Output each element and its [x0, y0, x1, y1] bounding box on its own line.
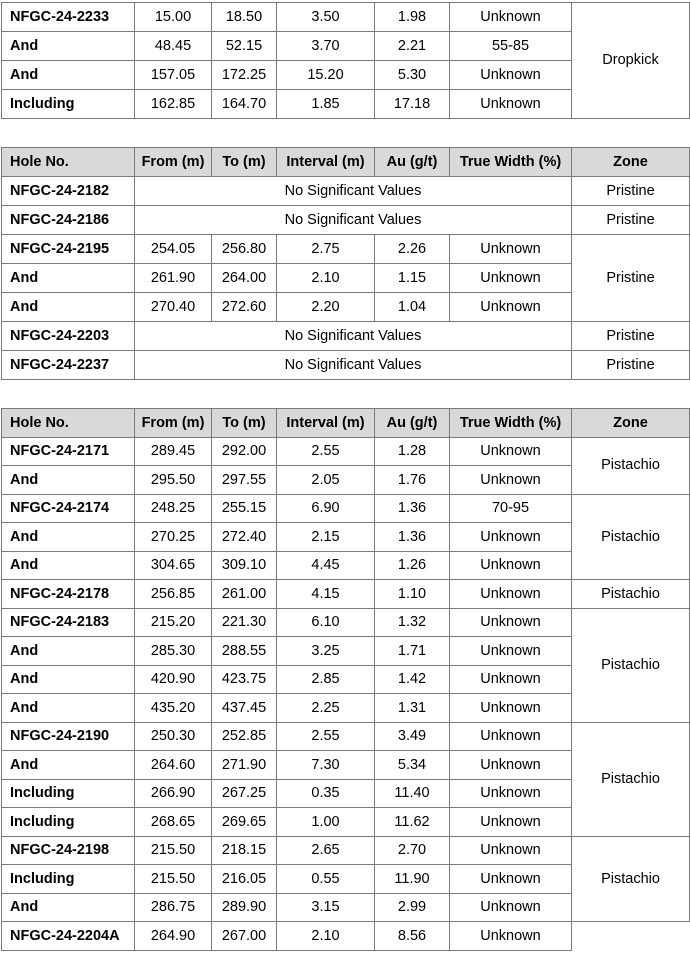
true-width-cell: Unknown	[450, 61, 572, 90]
true-width-cell: 70-95	[450, 494, 572, 523]
hole-cell: NFGC-24-2182	[2, 177, 135, 206]
true-width-cell: 55-85	[450, 32, 572, 61]
from-cell: 286.75	[135, 893, 212, 922]
column-header: Interval (m)	[277, 409, 375, 438]
interval-cell: 0.55	[277, 865, 375, 894]
to-cell: 256.80	[212, 235, 277, 264]
to-cell: 221.30	[212, 608, 277, 637]
interval-cell: 3.70	[277, 32, 375, 61]
column-header: True Width (%)	[450, 409, 572, 438]
no-significant-values-cell: No Significant Values	[135, 322, 572, 351]
zone-cell: Pristine	[572, 322, 690, 351]
au-cell: 17.18	[375, 90, 450, 119]
table-row	[2, 608, 690, 637]
drill-results-table-dropkick	[1, 2, 690, 119]
interval-cell: 15.20	[277, 61, 375, 90]
hole-cell: NFGC-24-2203	[2, 322, 135, 351]
true-width-cell: Unknown	[450, 694, 572, 723]
au-cell: 1.42	[375, 665, 450, 694]
true-width-cell: Unknown	[450, 922, 572, 951]
true-width-cell: Unknown	[450, 808, 572, 837]
interval-cell: 3.25	[277, 637, 375, 666]
column-header: Zone	[572, 409, 690, 438]
interval-cell: 2.55	[277, 437, 375, 466]
hole-cell: NFGC-24-2186	[2, 206, 135, 235]
au-cell: 2.99	[375, 893, 450, 922]
true-width-cell: Unknown	[450, 665, 572, 694]
to-cell: 267.00	[212, 922, 277, 951]
true-width-cell: Unknown	[450, 264, 572, 293]
au-cell: 1.36	[375, 494, 450, 523]
table-row	[2, 3, 690, 32]
column-header: To (m)	[212, 409, 277, 438]
hole-cell: Including	[2, 779, 135, 808]
au-cell: 11.90	[375, 865, 450, 894]
true-width-cell: Unknown	[450, 779, 572, 808]
from-cell: 215.50	[135, 836, 212, 865]
interval-cell: 2.05	[277, 466, 375, 495]
zone-cell: Pristine	[572, 206, 690, 235]
au-cell: 1.28	[375, 437, 450, 466]
hole-cell: Including	[2, 808, 135, 837]
hole-cell: NFGC-24-2237	[2, 351, 135, 380]
to-cell: 269.65	[212, 808, 277, 837]
table-row	[2, 235, 690, 264]
hole-cell: NFGC-24-2190	[2, 722, 135, 751]
interval-cell: 2.65	[277, 836, 375, 865]
hole-cell: NFGC-24-2233	[2, 3, 135, 32]
interval-cell: 2.10	[277, 264, 375, 293]
from-cell: 48.45	[135, 32, 212, 61]
from-cell: 215.50	[135, 865, 212, 894]
zone-cell: Pristine	[572, 177, 690, 206]
from-cell: 289.45	[135, 437, 212, 466]
from-cell: 215.20	[135, 608, 212, 637]
to-cell: 292.00	[212, 437, 277, 466]
from-cell: 157.05	[135, 61, 212, 90]
true-width-cell: Unknown	[450, 523, 572, 552]
au-cell: 5.30	[375, 61, 450, 90]
to-cell: 423.75	[212, 665, 277, 694]
hole-cell: And	[2, 264, 135, 293]
hole-cell: Including	[2, 90, 135, 119]
to-cell: 218.15	[212, 836, 277, 865]
true-width-cell: Unknown	[450, 90, 572, 119]
to-cell: 272.60	[212, 293, 277, 322]
column-header: Hole No.	[2, 409, 135, 438]
hole-cell: And	[2, 694, 135, 723]
table-row	[2, 836, 690, 865]
to-cell: 264.00	[212, 264, 277, 293]
true-width-cell: Unknown	[450, 836, 572, 865]
table-row	[2, 922, 690, 951]
to-cell: 272.40	[212, 523, 277, 552]
from-cell: 304.65	[135, 551, 212, 580]
hole-cell: And	[2, 665, 135, 694]
au-cell: 8.56	[375, 922, 450, 951]
from-cell: 250.30	[135, 722, 212, 751]
interval-cell: 2.20	[277, 293, 375, 322]
au-cell: 1.31	[375, 694, 450, 723]
interval-cell: 2.85	[277, 665, 375, 694]
column-header: Au (g/t)	[375, 409, 450, 438]
zone-cell: Pistachio	[572, 608, 690, 722]
header-row	[2, 148, 690, 177]
from-cell: 162.85	[135, 90, 212, 119]
true-width-cell: Unknown	[450, 637, 572, 666]
hole-cell: NFGC-24-2198	[2, 836, 135, 865]
true-width-cell: Unknown	[450, 751, 572, 780]
hole-cell: And	[2, 293, 135, 322]
zone-cell: Pistachio	[572, 437, 690, 494]
table-row	[2, 580, 690, 609]
zone-cell: Dropkick	[572, 3, 690, 119]
true-width-cell: Unknown	[450, 865, 572, 894]
hole-cell: NFGC-24-2195	[2, 235, 135, 264]
au-cell: 1.26	[375, 551, 450, 580]
interval-cell: 1.00	[277, 808, 375, 837]
to-cell: 261.00	[212, 580, 277, 609]
table-row	[2, 206, 690, 235]
hole-cell: And	[2, 893, 135, 922]
from-cell: 266.90	[135, 779, 212, 808]
to-cell: 309.10	[212, 551, 277, 580]
au-cell: 1.15	[375, 264, 450, 293]
zone-cell	[572, 922, 690, 951]
interval-cell: 1.85	[277, 90, 375, 119]
au-cell: 1.32	[375, 608, 450, 637]
column-header: To (m)	[212, 148, 277, 177]
column-header: Hole No.	[2, 148, 135, 177]
column-header: True Width (%)	[450, 148, 572, 177]
from-cell: 270.40	[135, 293, 212, 322]
from-cell: 248.25	[135, 494, 212, 523]
hole-cell: And	[2, 466, 135, 495]
to-cell: 164.70	[212, 90, 277, 119]
table-row	[2, 351, 690, 380]
au-cell: 2.70	[375, 836, 450, 865]
interval-cell: 2.55	[277, 722, 375, 751]
column-header: Au (g/t)	[375, 148, 450, 177]
from-cell: 264.90	[135, 922, 212, 951]
from-cell: 15.00	[135, 3, 212, 32]
hole-cell: NFGC-24-2174	[2, 494, 135, 523]
no-significant-values-cell: No Significant Values	[135, 177, 572, 206]
from-cell: 254.05	[135, 235, 212, 264]
from-cell: 270.25	[135, 523, 212, 552]
column-header: Zone	[572, 148, 690, 177]
true-width-cell: Unknown	[450, 293, 572, 322]
to-cell: 267.25	[212, 779, 277, 808]
true-width-cell: Unknown	[450, 551, 572, 580]
zone-cell: Pistachio	[572, 836, 690, 922]
interval-cell: 6.90	[277, 494, 375, 523]
interval-cell: 4.15	[277, 580, 375, 609]
from-cell: 285.30	[135, 637, 212, 666]
to-cell: 52.15	[212, 32, 277, 61]
drill-results-table-pristine	[1, 147, 690, 380]
interval-cell: 6.10	[277, 608, 375, 637]
from-cell: 261.90	[135, 264, 212, 293]
column-header: From (m)	[135, 148, 212, 177]
table-row	[2, 437, 690, 466]
interval-cell: 2.10	[277, 922, 375, 951]
from-cell: 435.20	[135, 694, 212, 723]
true-width-cell: Unknown	[450, 893, 572, 922]
hole-cell: And	[2, 551, 135, 580]
from-cell: 268.65	[135, 808, 212, 837]
zone-cell: Pistachio	[572, 722, 690, 836]
au-cell: 5.34	[375, 751, 450, 780]
to-cell: 216.05	[212, 865, 277, 894]
to-cell: 252.85	[212, 722, 277, 751]
to-cell: 271.90	[212, 751, 277, 780]
from-cell: 420.90	[135, 665, 212, 694]
from-cell: 295.50	[135, 466, 212, 495]
au-cell: 11.40	[375, 779, 450, 808]
true-width-cell: Unknown	[450, 466, 572, 495]
interval-cell: 2.25	[277, 694, 375, 723]
zone-cell: Pristine	[572, 235, 690, 322]
interval-cell: 0.35	[277, 779, 375, 808]
drill-results-table-pistachio	[1, 408, 690, 951]
interval-cell: 7.30	[277, 751, 375, 780]
au-cell: 1.71	[375, 637, 450, 666]
hole-cell: And	[2, 751, 135, 780]
zone-cell: Pistachio	[572, 580, 690, 609]
no-significant-values-cell: No Significant Values	[135, 206, 572, 235]
au-cell: 2.26	[375, 235, 450, 264]
hole-cell: And	[2, 61, 135, 90]
hole-cell: NFGC-24-2178	[2, 580, 135, 609]
table-row	[2, 322, 690, 351]
interval-cell: 3.50	[277, 3, 375, 32]
hole-cell: And	[2, 523, 135, 552]
to-cell: 172.25	[212, 61, 277, 90]
hole-cell: NFGC-24-2171	[2, 437, 135, 466]
zone-cell: Pistachio	[572, 494, 690, 580]
interval-cell: 2.75	[277, 235, 375, 264]
table-row	[2, 494, 690, 523]
au-cell: 1.36	[375, 523, 450, 552]
interval-cell: 2.15	[277, 523, 375, 552]
to-cell: 297.55	[212, 466, 277, 495]
header-row	[2, 409, 690, 438]
true-width-cell: Unknown	[450, 580, 572, 609]
true-width-cell: Unknown	[450, 722, 572, 751]
zone-cell: Pristine	[572, 351, 690, 380]
to-cell: 437.45	[212, 694, 277, 723]
hole-cell: And	[2, 32, 135, 61]
true-width-cell: Unknown	[450, 608, 572, 637]
column-header: From (m)	[135, 409, 212, 438]
au-cell: 11.62	[375, 808, 450, 837]
hole-cell: NFGC-24-2183	[2, 608, 135, 637]
to-cell: 288.55	[212, 637, 277, 666]
to-cell: 289.90	[212, 893, 277, 922]
true-width-cell: Unknown	[450, 437, 572, 466]
from-cell: 256.85	[135, 580, 212, 609]
au-cell: 2.21	[375, 32, 450, 61]
au-cell: 1.04	[375, 293, 450, 322]
hole-cell: Including	[2, 865, 135, 894]
au-cell: 3.49	[375, 722, 450, 751]
table-row	[2, 177, 690, 206]
true-width-cell: Unknown	[450, 235, 572, 264]
au-cell: 1.76	[375, 466, 450, 495]
interval-cell: 4.45	[277, 551, 375, 580]
au-cell: 1.98	[375, 3, 450, 32]
from-cell: 264.60	[135, 751, 212, 780]
table-row	[2, 722, 690, 751]
to-cell: 18.50	[212, 3, 277, 32]
true-width-cell: Unknown	[450, 3, 572, 32]
au-cell: 1.10	[375, 580, 450, 609]
to-cell: 255.15	[212, 494, 277, 523]
interval-cell: 3.15	[277, 893, 375, 922]
no-significant-values-cell: No Significant Values	[135, 351, 572, 380]
hole-cell: NFGC-24-2204A	[2, 922, 135, 951]
hole-cell: And	[2, 637, 135, 666]
column-header: Interval (m)	[277, 148, 375, 177]
